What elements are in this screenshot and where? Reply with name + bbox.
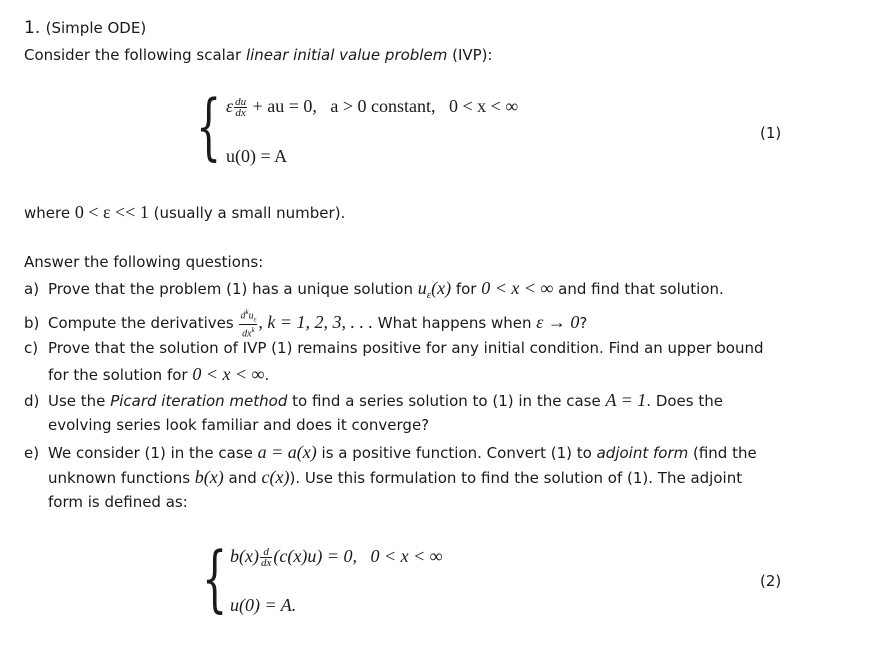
epsilon: ε	[226, 96, 234, 116]
frac-den: dx	[235, 107, 246, 120]
qe-emphasis: adjoint form	[596, 444, 689, 462]
question-e	[24, 442, 757, 463]
system2-equation-2	[230, 595, 296, 616]
qd-emphasis: Picard iteration method	[110, 392, 288, 410]
problem-number: 1.	[24, 18, 41, 38]
problem-title: (Simple ODE)	[45, 19, 147, 37]
question-a	[24, 278, 724, 301]
intro-text: Consider the following scalar	[24, 46, 246, 64]
qc-math: 0 < x < ∞	[192, 364, 265, 384]
question-e-line-2	[48, 467, 742, 488]
question-d	[24, 390, 723, 411]
qa-text-3: and find that solution.	[553, 280, 724, 298]
d-num: d	[260, 547, 272, 558]
qe-text-4: unknown functions	[48, 469, 195, 487]
qb-text-2: What happens when	[372, 313, 537, 332]
answer-heading: Answer the following questions:	[24, 253, 264, 271]
dk-dx: dx	[242, 328, 252, 340]
dk-fraction	[239, 307, 257, 340]
d-den: dx	[260, 557, 272, 570]
qc-text-end: .	[264, 366, 270, 384]
qb-math-k: , k = 1, 2, 3, . . .	[258, 311, 373, 332]
qb-text-1: Compute the derivatives	[48, 313, 239, 332]
where-line	[24, 202, 345, 223]
question-c-line-2	[48, 364, 269, 385]
qc-line-1: Prove that the solution of IVP (1) remains positive for any initial condition. Find an upper bound	[48, 339, 764, 357]
qb-math-limit: ε → 0	[536, 311, 580, 332]
label-d: d)	[24, 392, 40, 410]
system2-label: (2)	[760, 572, 782, 590]
where-text-end: (usually a small number).	[148, 204, 346, 222]
qe-math-1: a = a(x)	[257, 442, 317, 462]
qd-text-1: Use the	[48, 392, 111, 410]
eq2-b: b(x)	[230, 546, 259, 566]
where-math: 0 < ε << 1	[74, 202, 149, 222]
dk-d: d	[240, 310, 246, 322]
where-text: where	[24, 204, 75, 222]
dk-den-sup: k	[251, 326, 255, 335]
d-dx-fraction	[260, 547, 272, 568]
qa-math-range: 0 < x < ∞	[481, 278, 554, 298]
qa-text-2: for	[451, 280, 482, 298]
qe-text-1: We consider (1) in the case	[48, 444, 258, 462]
qd-text-2: to find a series solution to (1) in the case	[287, 392, 606, 410]
qe-text-2: is a positive function. Convert (1) to	[316, 444, 597, 462]
question-b	[24, 307, 587, 340]
problem-heading	[24, 18, 146, 38]
eq2-rest: (c(x)u) = 0, 0 < x < ∞	[273, 546, 443, 566]
qa-math-u: u	[417, 278, 427, 298]
question-e-line-3: form is defined as:	[48, 493, 188, 511]
qe-math-b: b(x)	[194, 467, 224, 487]
qe-text-3: (find the	[688, 444, 757, 462]
qe-text-6: ). Use this formulation to find the solution of (1). The adjoint	[289, 469, 743, 487]
qd-text-3: . Does the	[646, 392, 723, 410]
label-e: e)	[24, 444, 40, 462]
intro-text-end: (IVP):	[447, 46, 493, 64]
label-c: c)	[24, 339, 39, 357]
problem-intro	[24, 46, 493, 64]
qb-text-3: ?	[579, 313, 588, 332]
system1-brace: {	[196, 84, 222, 168]
question-c	[24, 339, 763, 357]
system2-brace: {	[202, 536, 228, 620]
eq2-text: u(0) = A	[226, 146, 288, 166]
du-dx-fraction	[234, 97, 247, 118]
intro-emphasis: linear initial value problem	[245, 46, 448, 64]
system1-equation-2	[226, 146, 287, 167]
qa-math-sub: ε	[426, 289, 432, 301]
qc-text: for the solution for	[48, 366, 193, 384]
label-b: b)	[24, 313, 40, 332]
system1-equation-1	[226, 96, 518, 118]
qa-math-x: (x)	[431, 278, 452, 298]
qd-math: A = 1	[605, 390, 647, 410]
dk-sub: ε	[253, 315, 257, 324]
question-d-line-2: evolving series look familiar and does it converge?	[48, 416, 430, 434]
eq1-rest: + au = 0, a > 0 constant, 0 < x < ∞	[248, 96, 519, 116]
label-a: a)	[24, 280, 40, 298]
system1-label: (1)	[760, 124, 782, 142]
frac-num: du	[235, 96, 247, 109]
dk-sup: k	[245, 308, 249, 316]
system2-equation-1	[230, 546, 443, 568]
qe-math-c: c(x)	[261, 467, 290, 487]
dk-u: u	[248, 310, 254, 322]
qe-text-5: and	[223, 469, 262, 487]
eq2-initial: u(0) = A.	[230, 595, 297, 615]
qa-text-1: Prove that the problem (1) has a unique solution	[48, 280, 418, 298]
